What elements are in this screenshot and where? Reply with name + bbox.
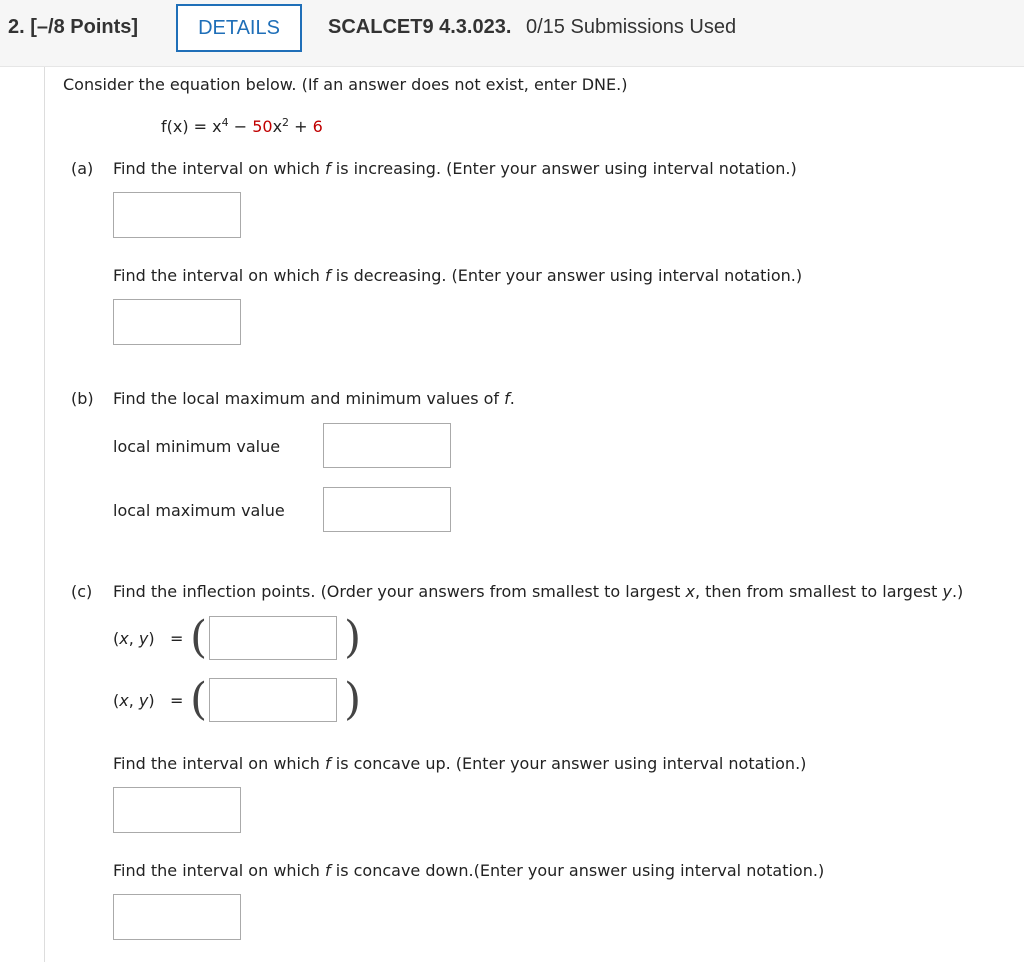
- local-min-input[interactable]: [323, 423, 451, 468]
- question-points: 2. [–/8 Points]: [8, 16, 139, 38]
- local-min-label: local minimum value: [113, 437, 281, 456]
- part-b-prompt: Find the local maximum and minimum values of f.: [113, 389, 515, 408]
- inflection-point-1-input[interactable]: [209, 616, 337, 660]
- equation: [161, 116, 323, 136]
- equation-exponent-4: 4: [221, 116, 229, 129]
- part-c-prompt: Find the inflection points. (Order your answers from smallest to largest x, then from smallest to largest y.): [113, 582, 964, 601]
- equation-lhs: f(x) = x: [161, 117, 222, 136]
- details-button[interactable]: DETAILS: [176, 4, 302, 52]
- increasing-interval-input[interactable]: [113, 192, 241, 238]
- part-c-label: (c): [71, 582, 93, 601]
- concave-down-input[interactable]: [113, 894, 241, 940]
- inflection-point-1-equals: =: [170, 629, 184, 648]
- equation-exponent-2: 2: [282, 116, 290, 129]
- inflection-point-1-close-paren: ): [344, 612, 362, 663]
- inflection-point-2-open-paren: (: [190, 674, 208, 725]
- decreasing-interval-input[interactable]: [113, 299, 241, 345]
- inflection-point-2-equals: =: [170, 691, 184, 710]
- inflection-point-1-label: (x, y): [113, 629, 155, 648]
- question-intro: Consider the equation below. (If an answer does not exist, enter DNE.): [63, 75, 628, 94]
- problem-code: SCALCET9 4.3.023.: [328, 16, 512, 38]
- inflection-point-1-open-paren: (: [190, 612, 208, 663]
- equation-constant: 6: [312, 117, 323, 136]
- local-max-input[interactable]: [323, 487, 451, 532]
- equation-minus: −: [228, 117, 253, 136]
- part-a-label: (a): [71, 159, 94, 178]
- equation-coefficient: 50: [252, 117, 273, 136]
- equation-plus: +: [289, 117, 313, 136]
- part-a-decreasing-prompt: Find the interval on which f is decreasing. (Enter your answer using interval notation.): [113, 266, 803, 285]
- submissions-used: 0/15 Submissions Used: [526, 16, 737, 38]
- part-a-increasing-prompt: Find the interval on which f is increasing. (Enter your answer using interval notation.): [113, 159, 797, 178]
- local-max-label: local maximum value: [113, 501, 285, 520]
- concave-up-input[interactable]: [113, 787, 241, 833]
- equation-x: x: [272, 117, 283, 136]
- inflection-point-2-close-paren: ): [344, 674, 362, 725]
- part-b-label: (b): [71, 389, 94, 408]
- inflection-point-2-input[interactable]: [209, 678, 337, 722]
- concave-up-prompt: Find the interval on which f is concave up. (Enter your answer using interval notation.): [113, 754, 807, 773]
- concave-down-prompt: Find the interval on which f is concave down.(Enter your answer using interval notation.): [113, 861, 825, 880]
- inflection-point-2-label: (x, y): [113, 691, 155, 710]
- question-header: [0, 0, 1024, 67]
